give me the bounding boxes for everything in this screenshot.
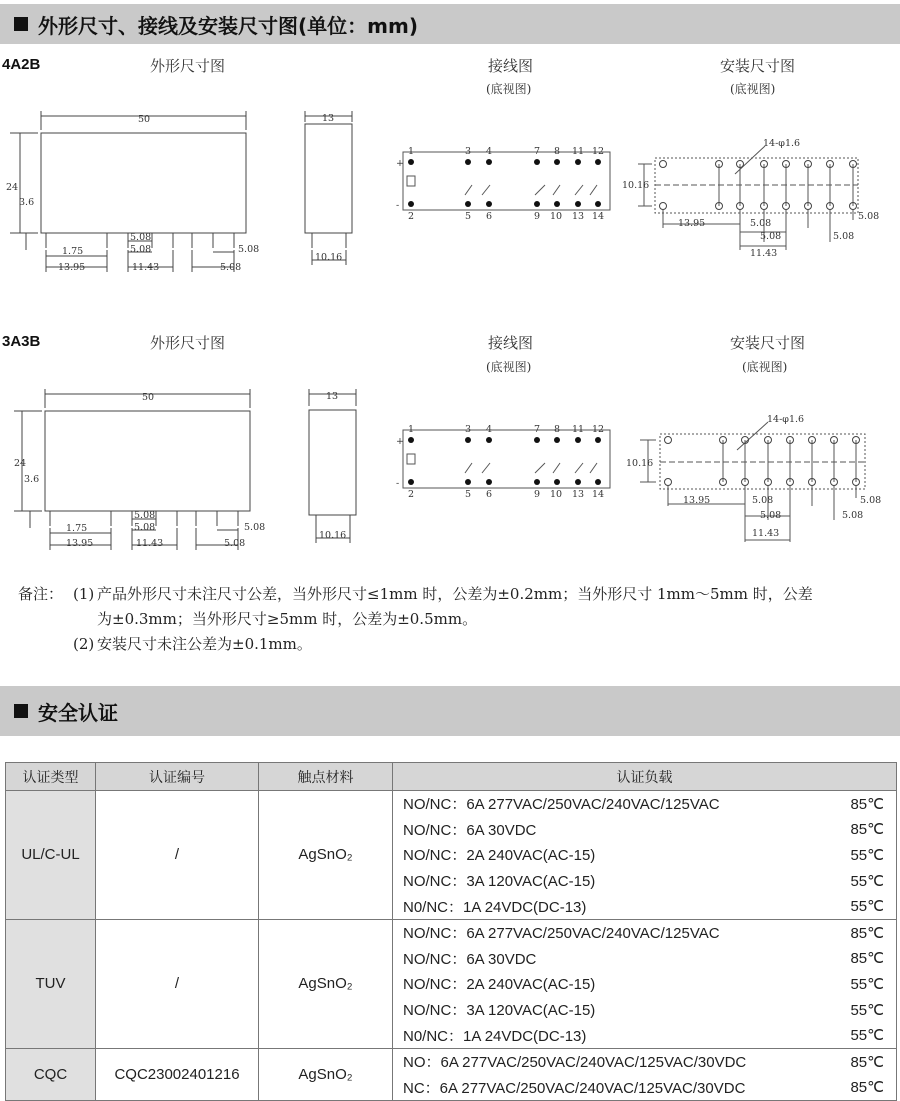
dim-13-95: 13.95 <box>66 538 94 549</box>
mounting-holes <box>665 437 860 486</box>
pin-label: 13 <box>572 489 585 500</box>
dim-5-08: 5.08 <box>760 510 782 521</box>
pin-label: 5 <box>465 489 472 500</box>
cert-number: / <box>96 791 259 920</box>
note-text: 为±0.3mm；当外形尺寸≥5mm 时，公差为±0.5mm。 <box>97 610 478 628</box>
load-temp: 55℃ <box>850 872 884 890</box>
load-line <box>393 1075 896 1101</box>
caption-bottom-view: (底视图) <box>742 360 788 374</box>
dim-11-43: 11.43 <box>132 262 160 273</box>
cert-type: TUV <box>6 919 96 1048</box>
caption-outline: 外形尺寸图 <box>150 334 226 352</box>
load-text: N0/NC：1A 24VDC(DC-13) <box>403 898 587 916</box>
notes-block <box>18 582 898 657</box>
dim-5-08: 5.08 <box>244 522 266 533</box>
caption-wiring: 接线图 <box>488 334 534 352</box>
square-bullet-icon <box>14 704 28 718</box>
pin-label: 6 <box>486 489 493 500</box>
hole-spec: 14-φ1.6 <box>767 414 805 425</box>
load-text: NO/NC：3A 120VAC(AC-15) <box>403 1002 596 1020</box>
table-row <box>6 1048 897 1100</box>
load-temp: 85℃ <box>850 795 884 813</box>
cert-type: UL/C-UL <box>6 791 96 920</box>
dim-5-08: 5.08 <box>134 522 156 533</box>
load-temp: 55℃ <box>850 846 884 864</box>
cert-type: CQC <box>6 1048 96 1100</box>
cert-loads <box>393 919 897 1048</box>
pin-label: 1 <box>408 424 415 435</box>
note-text: 产品外形尺寸未注尺寸公差，当外形尺寸≤1mm 时，公差为±0.2mm；当外形尺寸 1mm～5mm 时，公差 <box>97 585 813 603</box>
table-header-row <box>6 763 897 791</box>
column-header: 认证负载 <box>393 763 897 791</box>
pin-label: 9 <box>534 211 541 222</box>
dim-height: 24 <box>6 182 19 193</box>
dim-5-08: 5.08 <box>238 244 260 255</box>
section-title: 外形尺寸、接线及安装尺寸图(单位：mm) <box>38 13 418 38</box>
load-line <box>393 971 896 997</box>
hole-spec: 14-φ1.6 <box>763 138 801 149</box>
load-temp: 85℃ <box>850 924 884 942</box>
pin-label: 11 <box>572 424 585 435</box>
column-header: 认证编号 <box>96 763 259 791</box>
dim-height: 24 <box>14 458 27 469</box>
dim-5-08: 5.08 <box>134 510 156 521</box>
dim-width: 13 <box>322 113 335 124</box>
plus-label: + <box>396 158 404 169</box>
dim-5-08: 5.08 <box>750 218 772 229</box>
load-text: NO：6A 277VAC/250VAC/240VAC/125VAC/30VDC <box>403 1054 747 1072</box>
caption-bottom-view: (底视图) <box>486 82 532 96</box>
certification-table <box>5 762 897 1101</box>
cert-loads <box>393 1048 897 1100</box>
dim-10-16: 10.16 <box>622 180 650 191</box>
column-header: 认证类型 <box>6 763 96 791</box>
dim-pin-width: 10.16 <box>315 252 343 263</box>
load-temp: 85℃ <box>850 950 884 968</box>
pin-label: 2 <box>408 489 415 500</box>
load-text: NO/NC：6A 30VDC <box>403 950 537 968</box>
pin-label: 12 <box>592 424 605 435</box>
dim-5-08: 5.08 <box>833 231 855 242</box>
load-line <box>393 868 896 894</box>
caption-mounting: 安装尺寸图 <box>720 57 796 75</box>
model-label: 4A2B <box>2 56 41 73</box>
drawing-group <box>0 100 900 280</box>
dim-pin-length: 3.6 <box>19 197 35 208</box>
load-temp: 85℃ <box>850 1053 884 1071</box>
load-line <box>393 1049 896 1075</box>
drawing-group <box>0 378 900 558</box>
relay-side-view <box>309 389 356 543</box>
wiring-pins <box>408 159 601 207</box>
load-temp: 85℃ <box>850 1079 884 1097</box>
dim-5-08: 5.08 <box>842 510 864 521</box>
load-temp: 55℃ <box>850 898 884 916</box>
square-bullet-icon <box>14 17 28 31</box>
load-text: NO/NC：2A 240VAC(AC-15) <box>403 976 596 994</box>
dim-length: 50 <box>138 114 151 125</box>
caption-mounting: 安装尺寸图 <box>730 334 806 352</box>
note-text: 安装尺寸未注公差为±0.1mm。 <box>97 635 312 653</box>
dim-5-08: 5.08 <box>760 231 782 242</box>
note-item <box>18 582 898 607</box>
table-row <box>6 919 897 1048</box>
pin-label: 4 <box>486 146 493 157</box>
load-line <box>393 842 896 868</box>
load-temp: 55℃ <box>850 975 884 993</box>
relay-side-view <box>305 111 352 265</box>
model-label: 3A3B <box>2 333 41 350</box>
relay-front-view <box>14 389 250 550</box>
pin-label: 9 <box>534 489 541 500</box>
dim-1-75: 1.75 <box>66 523 88 534</box>
load-text: NO/NC：6A 30VDC <box>403 821 537 839</box>
pin-label: 5 <box>465 211 472 222</box>
dim-5-08: 5.08 <box>752 495 774 506</box>
caption-outline: 外形尺寸图 <box>150 57 226 75</box>
load-line <box>393 791 896 817</box>
note-item <box>18 632 898 657</box>
note-number: (2) <box>73 635 95 653</box>
dim-11-43: 11.43 <box>136 538 164 549</box>
load-line <box>393 946 896 972</box>
dim-13-95: 13.95 <box>678 218 706 229</box>
pin-label: 4 <box>486 424 493 435</box>
load-temp: 55℃ <box>850 1027 884 1045</box>
section-header-certification <box>0 686 900 736</box>
dim-pin-width: 10.16 <box>319 530 347 541</box>
plus-label: + <box>396 436 404 447</box>
pin-label: 8 <box>554 146 561 157</box>
load-text: NC：6A 277VAC/250VAC/240VAC/125VAC/30VDC <box>403 1079 746 1097</box>
dim-5-08: 5.08 <box>220 262 242 273</box>
dim-13-95: 13.95 <box>58 262 86 273</box>
dim-pin-length: 3.6 <box>24 474 40 485</box>
dim-13-95: 13.95 <box>683 495 711 506</box>
mounting-layout <box>638 146 858 250</box>
load-temp: 85℃ <box>850 821 884 839</box>
pin-label: 7 <box>534 424 541 435</box>
dim-5-08: 5.08 <box>130 232 152 243</box>
section-title: 安全认证 <box>38 700 118 725</box>
load-line <box>393 893 896 919</box>
pin-label: 3 <box>465 424 472 435</box>
pin-label: 10 <box>550 489 563 500</box>
dim-5-08: 5.08 <box>860 495 882 506</box>
load-line <box>393 817 896 843</box>
pin-label: 7 <box>534 146 541 157</box>
table-row <box>6 791 897 920</box>
dim-length: 50 <box>142 392 155 403</box>
dim-1-75: 1.75 <box>62 246 84 257</box>
pin-label: 14 <box>592 489 605 500</box>
dim-5-08: 5.08 <box>858 211 880 222</box>
minus-label: - <box>396 200 400 211</box>
pin-label: 13 <box>572 211 585 222</box>
load-line <box>393 1022 896 1048</box>
wiring-pins <box>408 437 601 485</box>
load-line <box>393 920 896 946</box>
column-header: 触点材料 <box>259 763 393 791</box>
dim-11-43: 11.43 <box>752 528 780 539</box>
caption-bottom-view: (底视图) <box>486 360 532 374</box>
caption-wiring: 接线图 <box>488 57 534 75</box>
cert-number: CQC23002401216 <box>96 1048 259 1100</box>
pin-label: 1 <box>408 146 415 157</box>
note-number: (1) <box>73 585 95 603</box>
dim-11-43: 11.43 <box>750 248 778 259</box>
relay-front-view <box>10 111 246 272</box>
load-line <box>393 997 896 1023</box>
contact-material: AgSnO₂ <box>259 1048 393 1100</box>
cert-number: / <box>96 919 259 1048</box>
load-text: NO/NC：3A 120VAC(AC-15) <box>403 873 596 891</box>
load-text: NO/NC：6A 277VAC/250VAC/240VAC/125VAC <box>403 796 720 814</box>
note-item <box>18 607 898 632</box>
dim-10-16: 10.16 <box>626 458 654 469</box>
load-temp: 55℃ <box>850 1001 884 1019</box>
pin-label: 11 <box>572 146 585 157</box>
minus-label: - <box>396 478 400 489</box>
caption-bottom-view: (底视图) <box>730 82 776 96</box>
pin-label: 2 <box>408 211 415 222</box>
dim-5-08: 5.08 <box>130 244 152 255</box>
cert-loads <box>393 791 897 920</box>
load-text: N0/NC：1A 24VDC(DC-13) <box>403 1027 587 1045</box>
pin-label: 14 <box>592 211 605 222</box>
dim-5-08: 5.08 <box>224 538 246 549</box>
load-text: NO/NC：6A 277VAC/250VAC/240VAC/125VAC <box>403 925 720 943</box>
pin-label: 10 <box>550 211 563 222</box>
contact-material: AgSnO₂ <box>259 791 393 920</box>
contact-material: AgSnO₂ <box>259 919 393 1048</box>
pin-label: 3 <box>465 146 472 157</box>
dim-width: 13 <box>326 391 339 402</box>
pin-label: 6 <box>486 211 493 222</box>
notes-label: 备注： <box>18 585 64 603</box>
section-header-dimensions <box>0 4 900 44</box>
pin-label: 12 <box>592 146 605 157</box>
load-text: NO/NC：2A 240VAC(AC-15) <box>403 847 596 865</box>
pin-label: 8 <box>554 424 561 435</box>
mounting-layout <box>640 422 865 542</box>
